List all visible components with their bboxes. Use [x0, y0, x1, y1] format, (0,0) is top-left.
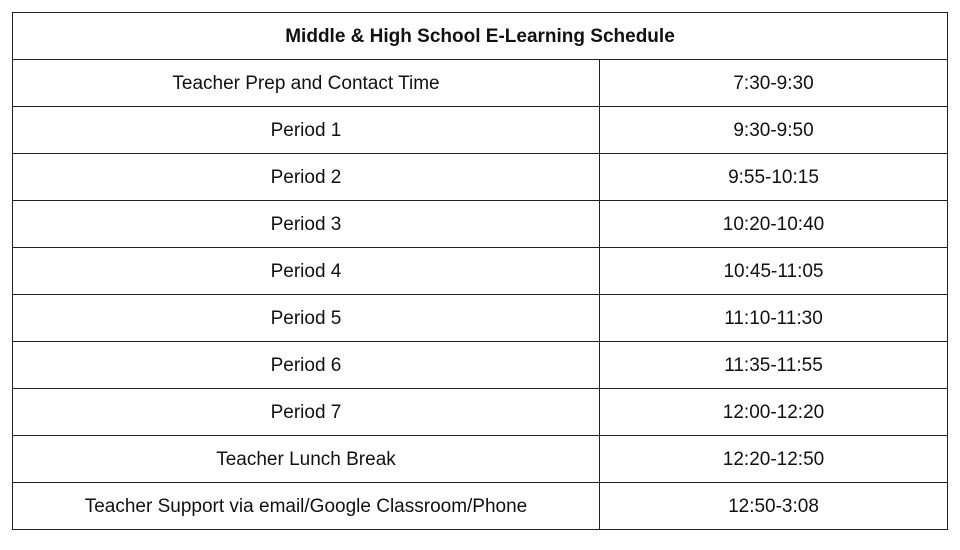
- time-cell: 10:45-11:05: [600, 248, 948, 295]
- activity-cell: Teacher Support via email/Google Classroom/Phone: [13, 483, 600, 530]
- time-cell: 10:20-10:40: [600, 201, 948, 248]
- table-row: [13, 342, 948, 389]
- activity-cell: Period 4: [13, 248, 600, 295]
- activity-cell: Period 2: [13, 154, 600, 201]
- activity-cell: Period 3: [13, 201, 600, 248]
- activity-cell: Teacher Lunch Break: [13, 436, 600, 483]
- schedule-table: [12, 12, 948, 530]
- activity-cell: Period 7: [13, 389, 600, 436]
- table-row: [13, 436, 948, 483]
- activity-cell: Period 5: [13, 295, 600, 342]
- activity-cell: Teacher Prep and Contact Time: [13, 60, 600, 107]
- time-cell: 9:30-9:50: [600, 107, 948, 154]
- table-row: [13, 295, 948, 342]
- time-cell: 12:50-3:08: [600, 483, 948, 530]
- schedule-title: Middle & High School E-Learning Schedule: [13, 13, 948, 60]
- time-cell: 9:55-10:15: [600, 154, 948, 201]
- table-row: [13, 154, 948, 201]
- time-cell: 12:20-12:50: [600, 436, 948, 483]
- table-row: [13, 107, 948, 154]
- time-cell: 11:10-11:30: [600, 295, 948, 342]
- table-row: [13, 389, 948, 436]
- table-row: [13, 60, 948, 107]
- table-row: [13, 248, 948, 295]
- table-row: [13, 483, 948, 530]
- time-cell: 7:30-9:30: [600, 60, 948, 107]
- title-row: [13, 13, 948, 60]
- time-cell: 12:00-12:20: [600, 389, 948, 436]
- time-cell: 11:35-11:55: [600, 342, 948, 389]
- activity-cell: Period 6: [13, 342, 600, 389]
- activity-cell: Period 1: [13, 107, 600, 154]
- table-row: [13, 201, 948, 248]
